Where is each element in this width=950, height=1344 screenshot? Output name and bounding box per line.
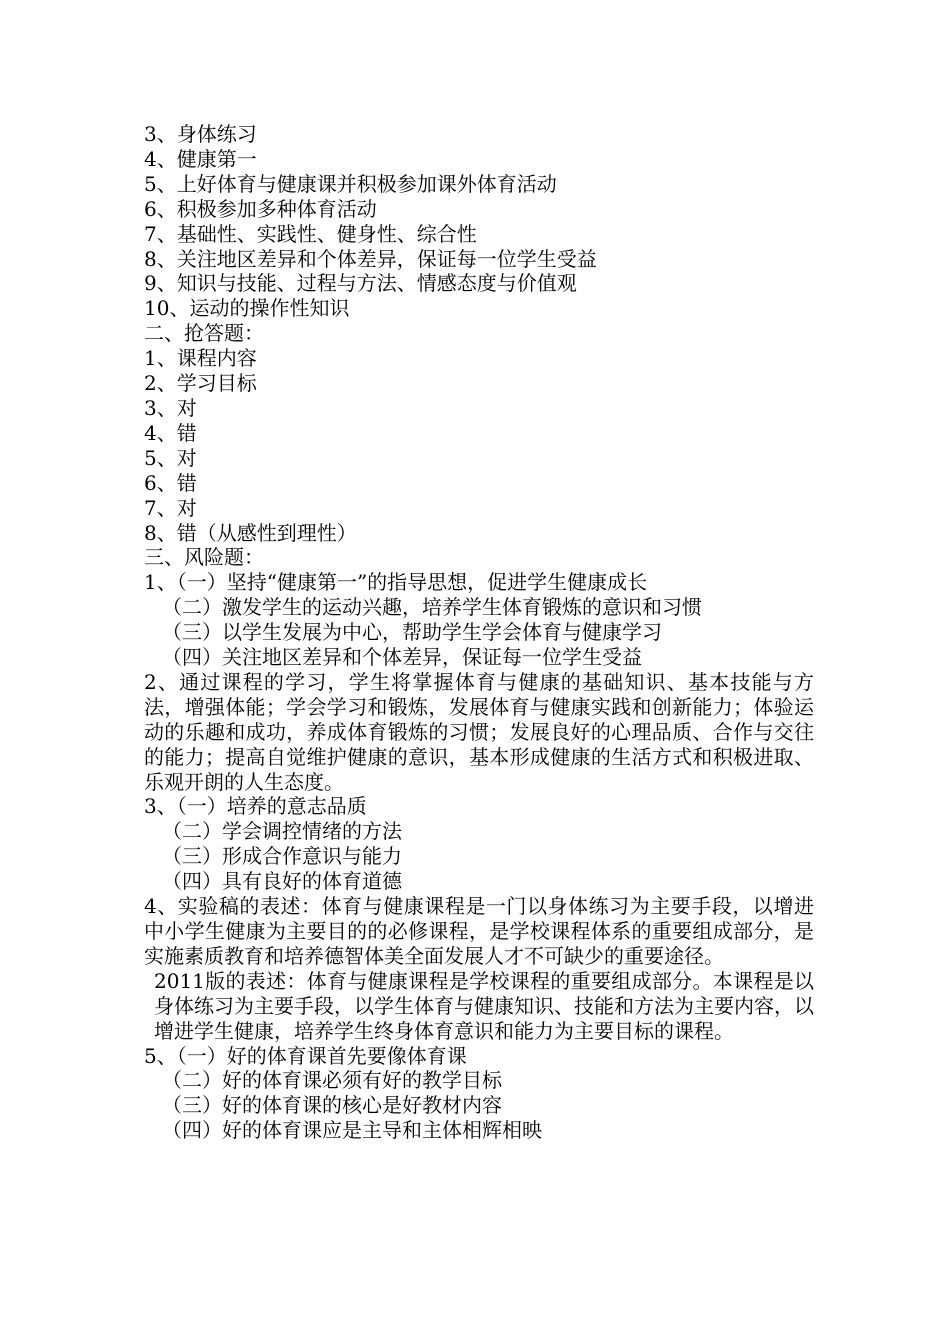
answer-line: 1、课程内容 — [144, 346, 257, 371]
answer-line: 3、（一）培养的意志品质 — [144, 794, 367, 819]
answer-paragraph: 2011版的表述：体育与健康课程是学校课程的重要组成部分。本课程是以身体练习为主要手段，以学生体育与健康知识、技能和方法为主要内容，以增进学生健康，培养学生终身体育意识和能力为主要目标的课程。 — [154, 968, 814, 1043]
answer-paragraph: 2、通过课程的学习，学生将掌握体育与健康的基础知识、基本技能与方法，增强体能；学会学习和锻炼，发展体育与健康实践和创新能力；体验运动的乐趣和成功，养成体育锻炼的习惯；发展良好的心理品质、合作与交往的能力；提高自觉维护健康的意识，基本形成健康的生活方式和积极进取、乐观开朗的人生态度。 — [144, 669, 814, 794]
section3 — [144, 545, 814, 1143]
answer-line: 10、运动的操作性知识 — [144, 296, 350, 321]
answer-subline: （四）关注地区差异和个体差异，保证每一位学生受益 — [162, 645, 642, 670]
answer-subline: （二）学会调控情绪的方法 — [162, 819, 402, 844]
answer-line: 1、（一）坚持“健康第一”的指导思想，促进学生健康成长 — [144, 570, 648, 595]
answer-line: 5、对 — [144, 445, 197, 470]
answer-line: 8、错（从感性到理性） — [144, 520, 357, 545]
answer-line: 2、学习目标 — [144, 371, 257, 396]
answer-line: 5、（一）好的体育课首先要像体育课 — [144, 1043, 467, 1068]
answer-subline: （二）好的体育课必须有好的教学目标 — [162, 1068, 502, 1093]
answer-subline: （四）好的体育课应是主导和主体相辉相映 — [162, 1118, 542, 1143]
answer-subline: （三）形成合作意识与能力 — [162, 844, 402, 869]
answer-line: 3、身体练习 — [144, 122, 257, 146]
answer-line: 4、错 — [144, 420, 197, 445]
answer-line: 5、上好体育与健康课并积极参加课外体育活动 — [144, 171, 557, 196]
answer-line: 3、对 — [144, 395, 197, 420]
answer-subline: （三）以学生发展为中心，帮助学生学会体育与健康学习 — [162, 620, 662, 645]
answer-subline: （四）具有良好的体育道德 — [162, 869, 402, 894]
answer-subline: （三）好的体育课的核心是好教材内容 — [162, 1093, 502, 1118]
section1-answers — [144, 122, 814, 321]
answer-line: 6、积极参加多种体育活动 — [144, 196, 377, 221]
answer-line: 7、基础性、实践性、健身性、综合性 — [144, 221, 477, 246]
answer-line: 7、对 — [144, 495, 197, 520]
answer-line: 8、关注地区差异和个体差异，保证每一位学生受益 — [144, 246, 597, 271]
answer-subline: （二）激发学生的运动兴趣，培养学生体育锻炼的意识和习惯 — [162, 595, 702, 620]
answer-line: 9、知识与技能、过程与方法、情感态度与价值观 — [144, 271, 577, 296]
document-page — [144, 122, 814, 1143]
section-heading: 二、抢答题： — [144, 321, 264, 346]
section2 — [144, 321, 814, 545]
answer-line: 6、错 — [144, 470, 197, 495]
answer-line: 4、健康第一 — [144, 146, 257, 171]
answer-paragraph: 4、实验稿的表述：体育与健康课程是一门以身体练习为主要手段，以增进中小学生健康为主要目的的必修课程，是学校课程体系的重要组成部分，是实施素质教育和培养德智体美全面发展人才不可缺少的重要途径。 — [144, 894, 814, 968]
section-heading: 三、风险题： — [144, 545, 264, 570]
